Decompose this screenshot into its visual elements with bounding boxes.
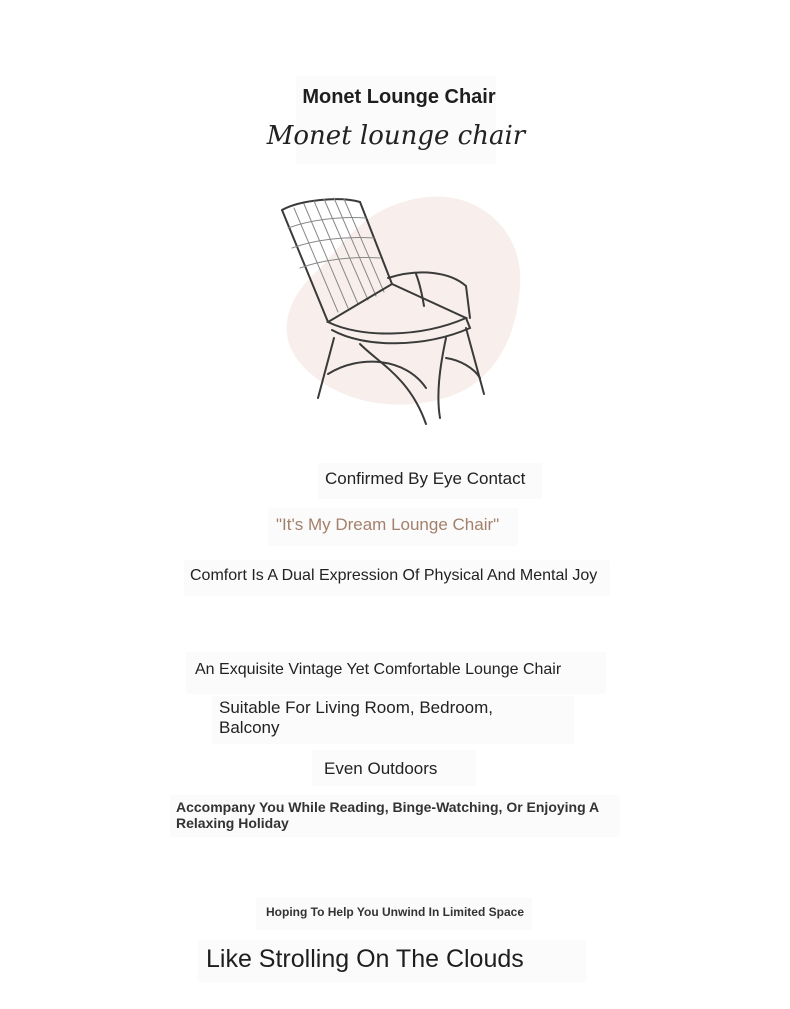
hoping-statement: Hoping To Help You Unwind In Limited Space <box>266 905 524 919</box>
confirmed-heading: Confirmed By Eye Contact <box>325 469 526 488</box>
suitable-statement: Suitable For Living Room, Bedroom, Balcony <box>219 698 494 737</box>
lounge-chair-icon <box>270 188 532 434</box>
script-title <box>266 112 526 164</box>
dream-quote: "It's My Dream Lounge Chair" <box>276 515 500 534</box>
hero-blob <box>287 196 521 404</box>
outdoors-statement: Even Outdoors <box>324 759 438 778</box>
page-title: Monet Lounge Chair <box>302 86 496 108</box>
accompany-statement: Accompany You While Reading, Binge-Watching, Or Enjoying A Relaxing Holiday <box>176 799 599 831</box>
strolling-statement: Like Strolling On The Clouds <box>206 945 524 973</box>
script-title-text: Monet lounge chair <box>266 121 526 151</box>
comfort-statement: Comfort Is A Dual Expression Of Physical And Mental Joy <box>190 567 598 584</box>
hero-image <box>270 188 532 434</box>
exquisite-statement: An Exquisite Vintage Yet Comfortable Lounge Chair <box>195 661 562 678</box>
